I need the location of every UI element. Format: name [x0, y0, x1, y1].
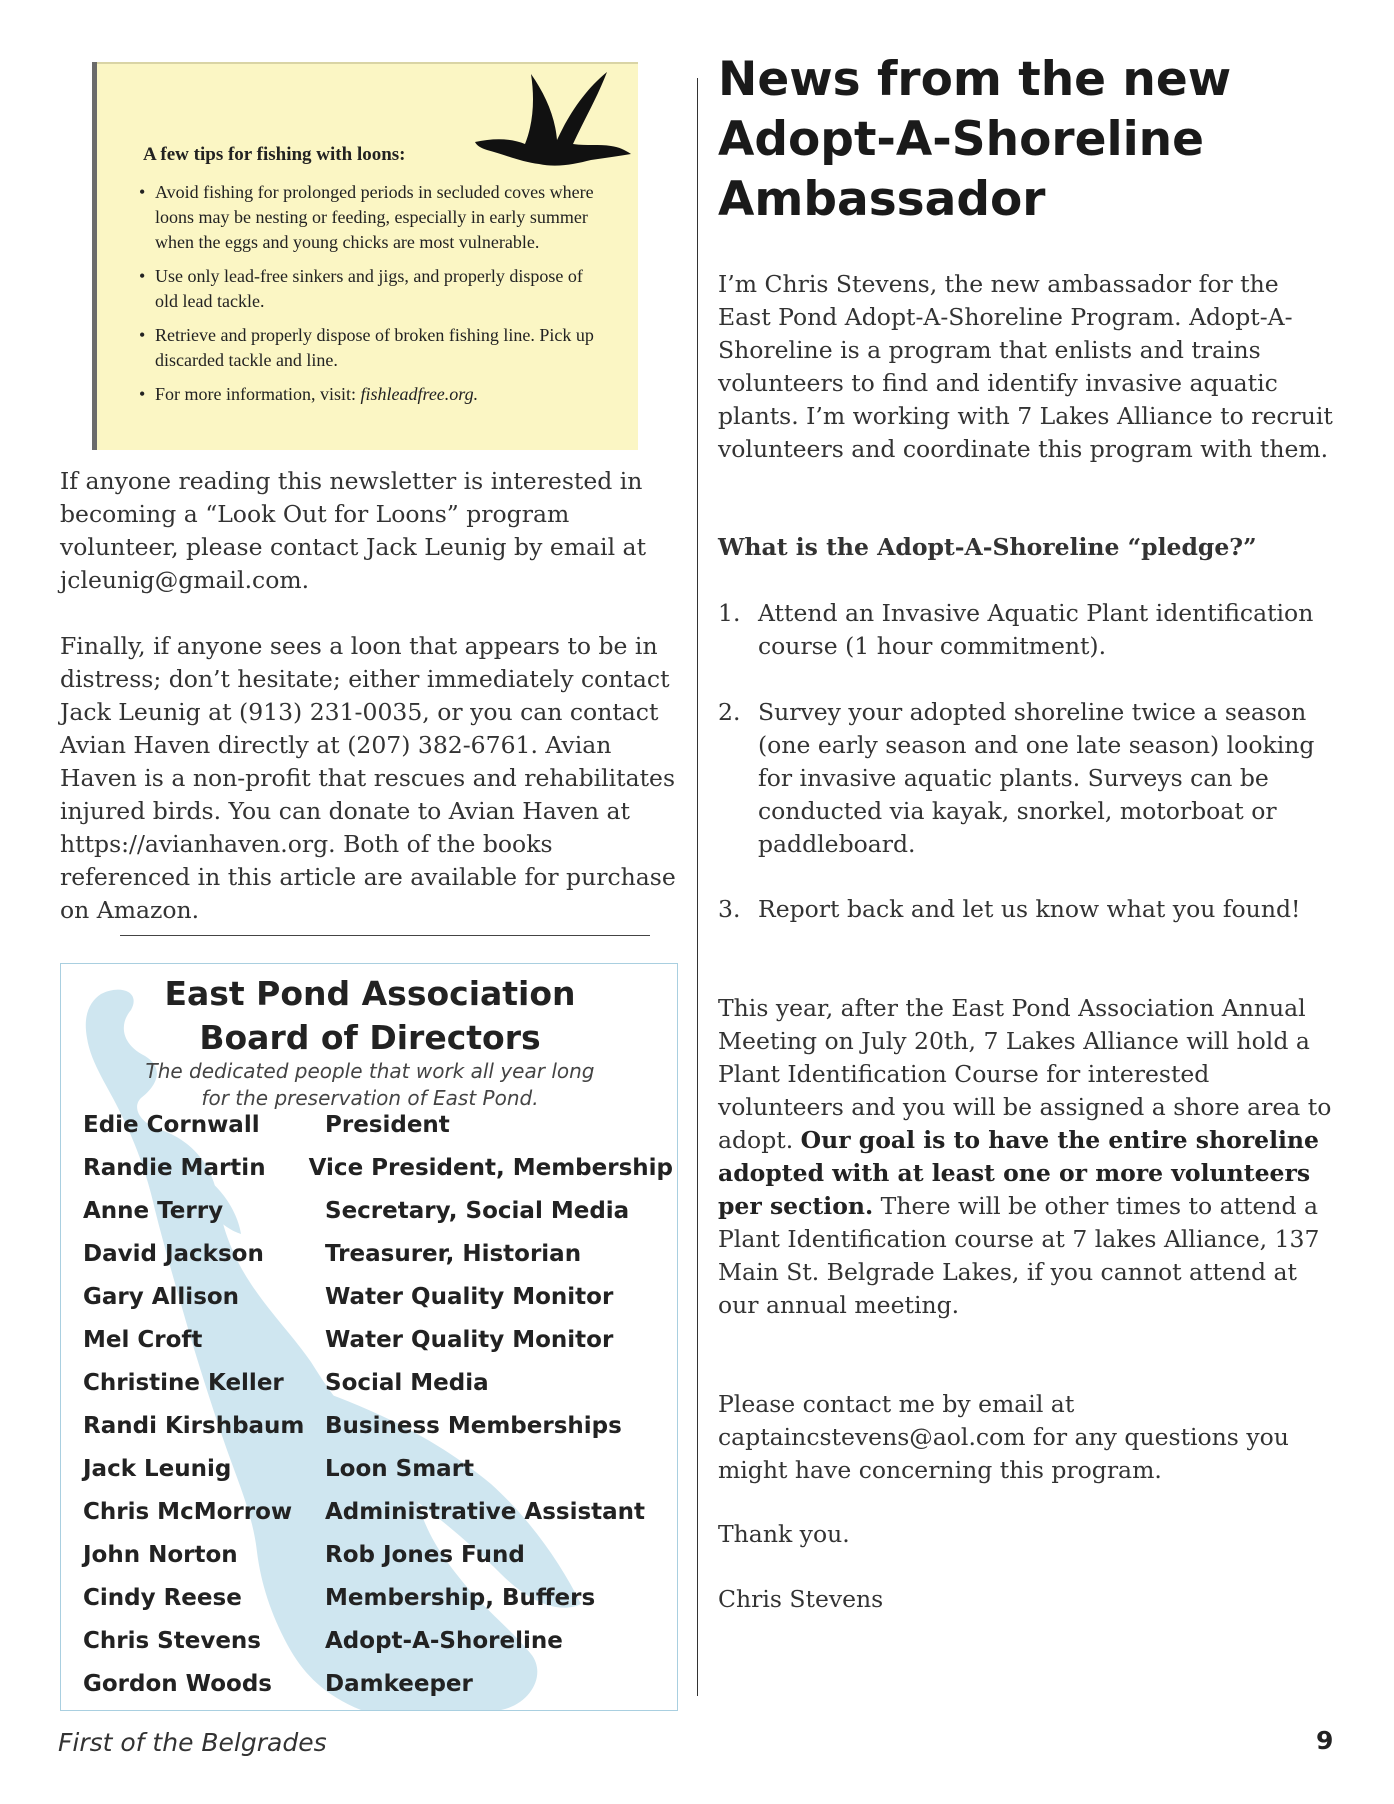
- pledge-text: Report back and let us know what you found!: [758, 895, 1301, 923]
- tip-item: • Use only lead-free sinkers and jigs, and properly dispose of old lead tackle.: [139, 264, 609, 314]
- board-member-row: [83, 1413, 673, 1456]
- board-member-role: Treasurer, Historian: [325, 1241, 582, 1267]
- board-subtitle: [61, 1058, 678, 1112]
- board-member-role: Loon Smart: [325, 1456, 475, 1482]
- board-title-line: East Pond Association: [164, 974, 576, 1013]
- board-member-row: [83, 1542, 673, 1585]
- board-member-role: Damkeeper: [325, 1671, 473, 1697]
- board-member-row: [83, 1284, 673, 1327]
- tip-item: [139, 382, 609, 407]
- board-member-row: [83, 1671, 673, 1711]
- board-member-name: Gary Allison: [83, 1284, 240, 1310]
- board-member-role: President: [325, 1112, 450, 1138]
- pledge-text: Attend an Invasive Aquatic Plant identification course (1 hour commitment).: [758, 599, 1314, 660]
- board-member-row: [83, 1628, 673, 1671]
- board-of-directors-box: [60, 963, 678, 1711]
- loon-tips-box: [92, 62, 638, 450]
- article-title: [718, 50, 1378, 230]
- thanks-line: Thank you.: [718, 1520, 850, 1548]
- board-member-row: [83, 1499, 673, 1542]
- article-title-line: Adopt-A-Shoreline: [718, 112, 1205, 167]
- board-member-name: Jack Leunig: [83, 1456, 232, 1482]
- section-divider: [120, 935, 650, 936]
- article-title-line: Ambassador: [718, 172, 1046, 227]
- article-intro: I’m Chris Stevens, the new ambassador for the East Pond Adopt-A-Shoreline Program. Adopt-A-Shoreline is a program that enlists and trains volunteers to find and identify invasive aquatic plants. I’m working with 7 Lakes Alliance to recruit volunteers and coordinate this program with them.: [718, 270, 1333, 463]
- board-member-role: Membership, Buffers: [325, 1585, 596, 1611]
- pledge-number: 3.: [718, 895, 741, 923]
- board-member-name: David Jackson: [83, 1241, 264, 1267]
- board-member-name: Chris Stevens: [83, 1628, 261, 1654]
- paragraph-text: This year, after the East Pond Association Annual Meeting on July 20th, 7 Lakes Alliance will hold a Plant Identification Course for interested volunteers and you will be assigned a shore area to adopt.: [718, 994, 1332, 1154]
- board-member-name: Gordon Woods: [83, 1671, 272, 1697]
- board-member-name: Christine Keller: [83, 1370, 284, 1396]
- board-member-row: [83, 1585, 673, 1628]
- board-member-row: [83, 1370, 673, 1413]
- board-member-name: Mel Croft: [83, 1327, 203, 1353]
- board-member-name: Randi Kirshbaum: [83, 1413, 305, 1439]
- board-member-name: Cindy Reese: [83, 1585, 242, 1611]
- column-divider: [697, 78, 698, 1696]
- pledge-text: Survey your adopted shoreline twice a season (one early season and one late season) looking for invasive aquatic plants. Surveys can be conducted via kayak, snorkel, motorboat or paddleboard.: [758, 698, 1315, 858]
- distress-paragraph: Finally, if anyone sees a loon that appears to be in distress; don’t hesitate; either immediately contact Jack Leunig at (913) 231-0035, or you can contact Avian Haven directly at (207) 382-6761. Avian Haven is a non-profit that rescues and rehabilitates injured birds. You can donate to Avian Haven at https://avianhaven.org. Both of the books referenced in this article are available for purchase on Amazon.: [60, 632, 676, 924]
- annual-meeting-paragraph: [718, 992, 1338, 1322]
- board-member-name: Randie Martin: [83, 1155, 266, 1181]
- signature: Chris Stevens: [718, 1585, 884, 1613]
- tip-text: For more information, visit: fishleadfree.org.: [155, 384, 479, 404]
- paragraph-text: There will be other times to attend a Plant Identification course at 7 lakes Alliance, 137 Main St. Belgrade Lakes, if you cannot attend at our annual meeting.: [718, 1192, 1320, 1319]
- board-member-name: Chris McMorrow: [83, 1499, 293, 1525]
- board-member-role: Water Quality Monitor: [325, 1327, 614, 1353]
- board-member-role: Administrative Assistant: [325, 1499, 646, 1525]
- page-number: 9: [1316, 1726, 1334, 1755]
- board-member-role: Secretary, Social Media: [325, 1198, 630, 1224]
- board-member-row: [83, 1327, 673, 1370]
- board-member-row: [83, 1112, 673, 1155]
- goal-emphasis: Our goal is to have the entire shoreline adopted with at least one or more volunteers per section.: [718, 1126, 1319, 1220]
- pledge-number: 1.: [718, 599, 741, 627]
- board-member-name: Edie Cornwall: [83, 1112, 260, 1138]
- board-member-name: Anne Terry: [83, 1198, 224, 1224]
- board-title-line: Board of Directors: [199, 1018, 541, 1057]
- board-member-row: [83, 1241, 673, 1284]
- board-member-row: [83, 1155, 673, 1198]
- board-member-role: Water Quality Monitor: [325, 1284, 614, 1310]
- board-member-role: Vice President, Membership: [308, 1155, 673, 1181]
- board-member-role: Adopt-A-Shoreline: [325, 1628, 563, 1654]
- pledge-number: 2.: [718, 698, 741, 726]
- tip-item: • Retrieve and properly dispose of broken fishing line. Pick up discarded tackle and line.: [139, 323, 609, 373]
- tips-list: [139, 180, 609, 416]
- publication-name: First of the Belgrades: [58, 1728, 327, 1757]
- pledge-question: What is the Adopt-A-Shoreline “pledge?”: [718, 533, 1257, 561]
- tips-title: A few tips for fishing with loons:: [143, 144, 406, 165]
- board-member-row: [83, 1456, 673, 1499]
- volunteer-paragraph: If anyone reading this newsletter is interested in becoming a “Look Out for Loons” program volunteer, please contact Jack Leunig by email at jcleunig@gmail.com.: [60, 467, 647, 594]
- tip-item: • Avoid fishing for prolonged periods in secluded coves where loons may be nesting or feeding, especially in early summer when the eggs and young chicks are most vulnerable.: [139, 180, 609, 255]
- article-title-line: News from the new: [718, 52, 1232, 107]
- board-title: [61, 972, 678, 1060]
- board-subtitle-line: The dedicated people that work all year long: [145, 1059, 595, 1083]
- board-member-row: [83, 1198, 673, 1241]
- board-member-list: [83, 1112, 673, 1711]
- contact-paragraph: Please contact me by email at captaincstevens@aol.com for any questions you might have concerning this program.: [718, 1390, 1289, 1484]
- board-subtitle-line: for the preservation of East Pond.: [201, 1086, 539, 1110]
- tip-link-text: fishleadfree.org.: [360, 384, 479, 404]
- flying-loon-icon: [473, 64, 633, 184]
- board-member-role: Rob Jones Fund: [325, 1542, 525, 1568]
- board-member-role: Business Memberships: [325, 1413, 622, 1439]
- board-member-role: Social Media: [325, 1370, 489, 1396]
- board-member-name: John Norton: [83, 1542, 238, 1568]
